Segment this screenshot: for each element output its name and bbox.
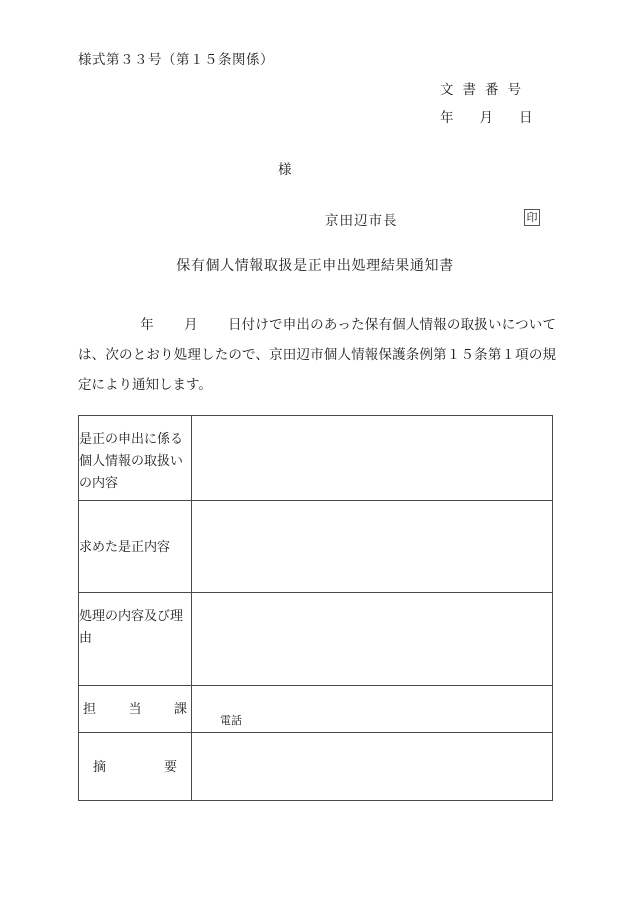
phone-label: 電話 [220,715,242,727]
document-number-label: 文書番号 [440,82,530,97]
row-label-department [79,686,192,733]
department-label-char-3: 課 [173,701,187,716]
addressee-honorific: 様 [278,162,292,177]
row-label-processing-content-reason: 処理の内容及び理由 [79,593,192,686]
document-date-line [440,106,533,126]
table-row [79,501,553,593]
summary-label-char-1: 摘 [93,758,107,774]
body-month-label: 月 [183,317,198,332]
row-value-correction-request-content[interactable] [192,416,553,501]
body-text-rest: 日付けで申出のあった保有個人情報の取扱いについては、次のとおり処理したので、京田辺市個人情報保護条例第１５条第１項の規定により通知します。 [78,317,556,392]
row-label-requested-correction: 求めた是正内容 [79,501,192,593]
row-value-department[interactable] [192,686,553,733]
row-label-summary [79,733,192,801]
row-label-correction-request-content: 是正の申出に係る個人情報の取扱いの内容 [79,416,192,501]
form-number: 様式第３３号（第１５条関係） [78,52,274,67]
row-value-processing-content-reason[interactable] [192,593,553,686]
department-label-char-2: 当 [128,701,142,716]
issuer-name: 京田辺市長 [325,213,398,228]
body-paragraph [78,310,556,400]
date-year-label: 年 [440,110,454,125]
date-month-label: 月 [479,110,493,125]
row-value-requested-correction[interactable] [192,501,553,593]
seal-stamp-box: 印 [524,209,540,226]
summary-label-char-2: 要 [163,758,177,774]
date-day-label: 日 [519,110,533,125]
notification-table [78,415,553,801]
row-value-summary[interactable] [192,733,553,801]
body-year-label: 年 [140,317,154,332]
department-label-char-1: 担 [83,701,97,716]
table-row [79,686,553,733]
table-row [79,416,553,501]
document-title: 保有個人情報取扱是正申出処理結果通知書 [176,259,454,274]
table-row [79,593,553,686]
table-row [79,733,553,801]
